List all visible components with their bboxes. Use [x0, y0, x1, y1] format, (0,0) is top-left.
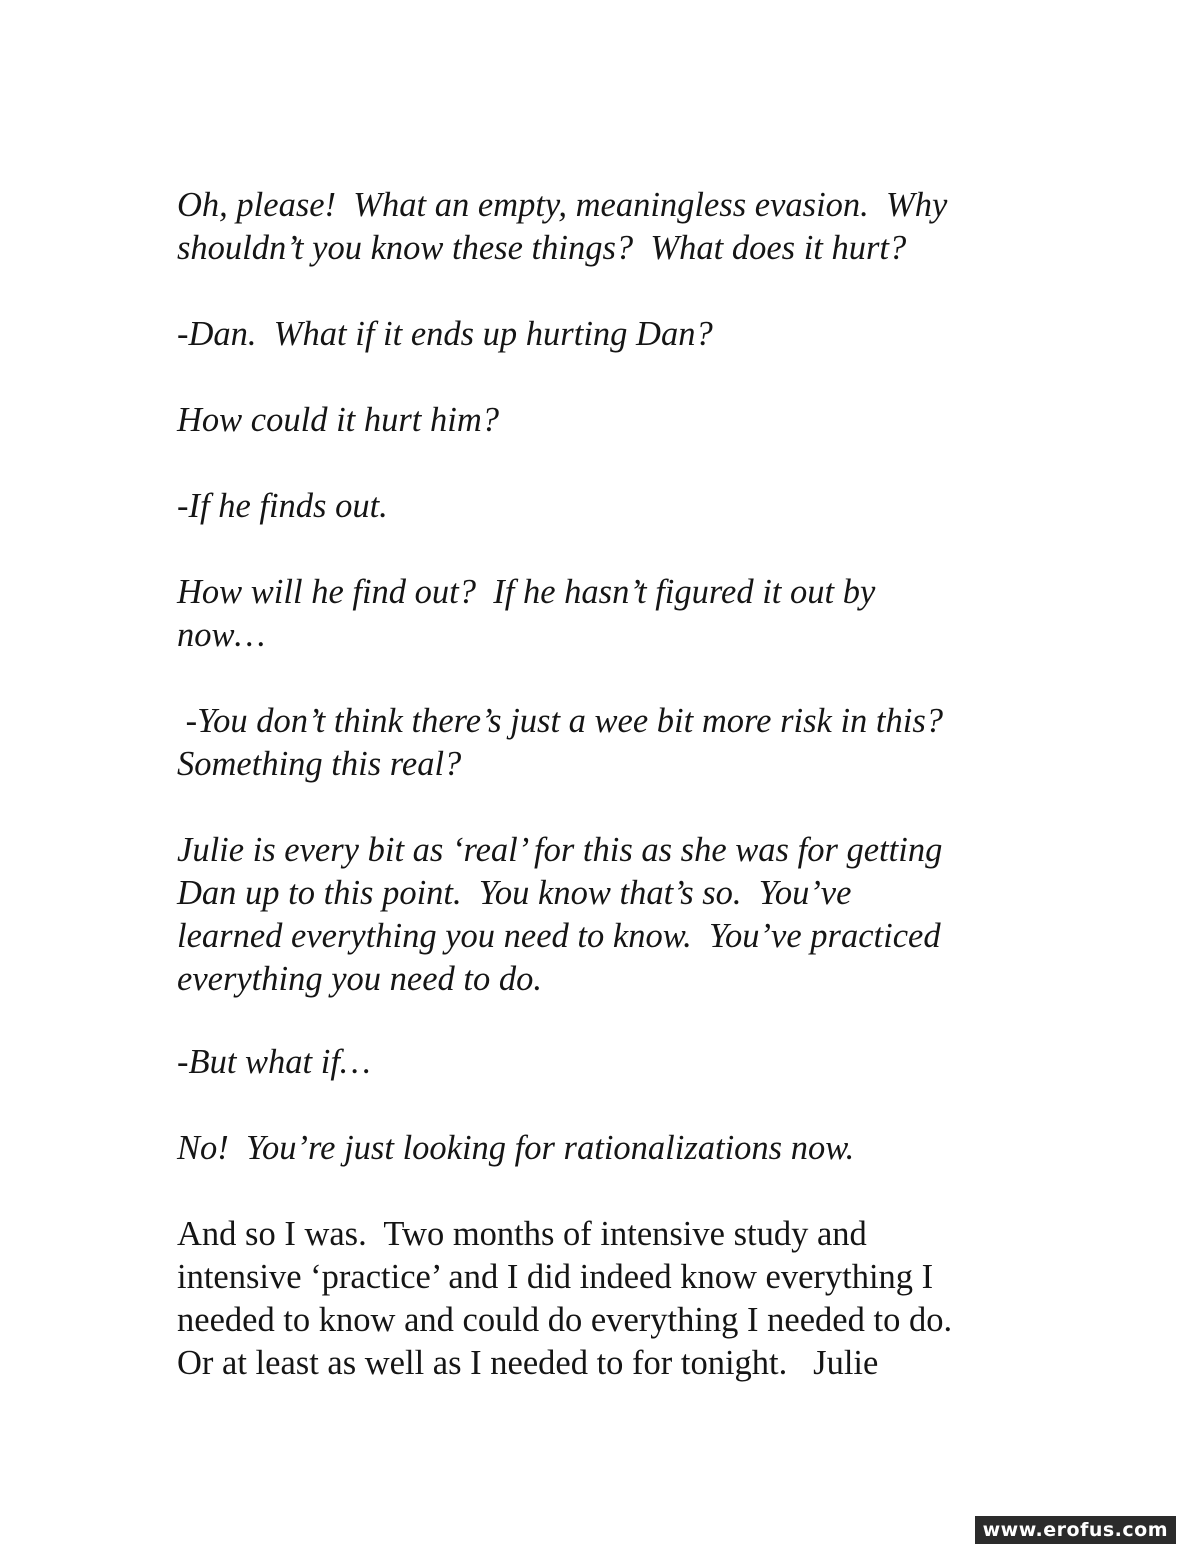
text-line: -But what if… — [177, 1043, 371, 1081]
text-line: -Dan. What if it ends up hurting Dan? — [177, 315, 713, 353]
text-line: Dan up to this point. You know that’s so. You’ve — [177, 874, 852, 912]
text-line: Something this real? — [177, 745, 462, 783]
text-line: now… — [177, 616, 266, 654]
text-line: How will he find out? If he hasn’t figured it out by — [177, 573, 876, 611]
text-line: And so I was. Two months of intensive study and — [177, 1215, 867, 1253]
watermark: www.erofus.com — [975, 1516, 1176, 1544]
text-line: learned everything you need to know. You’ve practiced — [177, 917, 941, 955]
text-line: -You don’t think there’s just a wee bit more risk in this? — [177, 702, 944, 740]
text-line: Or at least as well as I needed to for tonight. Julie — [177, 1344, 879, 1382]
text-line: No! You’re just looking for rationalizations now. — [177, 1129, 855, 1167]
text-line: needed to know and could do everything I needed to do. — [177, 1301, 953, 1339]
text-line: Julie is every bit as ‘real’ for this as she was for getting — [177, 831, 943, 869]
text-line: intensive ‘practice’ and I did indeed know everything I — [177, 1258, 934, 1296]
text-line: shouldn’t you know these things? What does it hurt? — [177, 229, 907, 267]
text-line: Oh, please! What an empty, meaningless evasion. Why — [177, 186, 948, 224]
text-line: How could it hurt him? — [177, 401, 500, 439]
text-line: everything you need to do. — [177, 960, 542, 998]
text-line: -If he finds out. — [177, 487, 388, 525]
